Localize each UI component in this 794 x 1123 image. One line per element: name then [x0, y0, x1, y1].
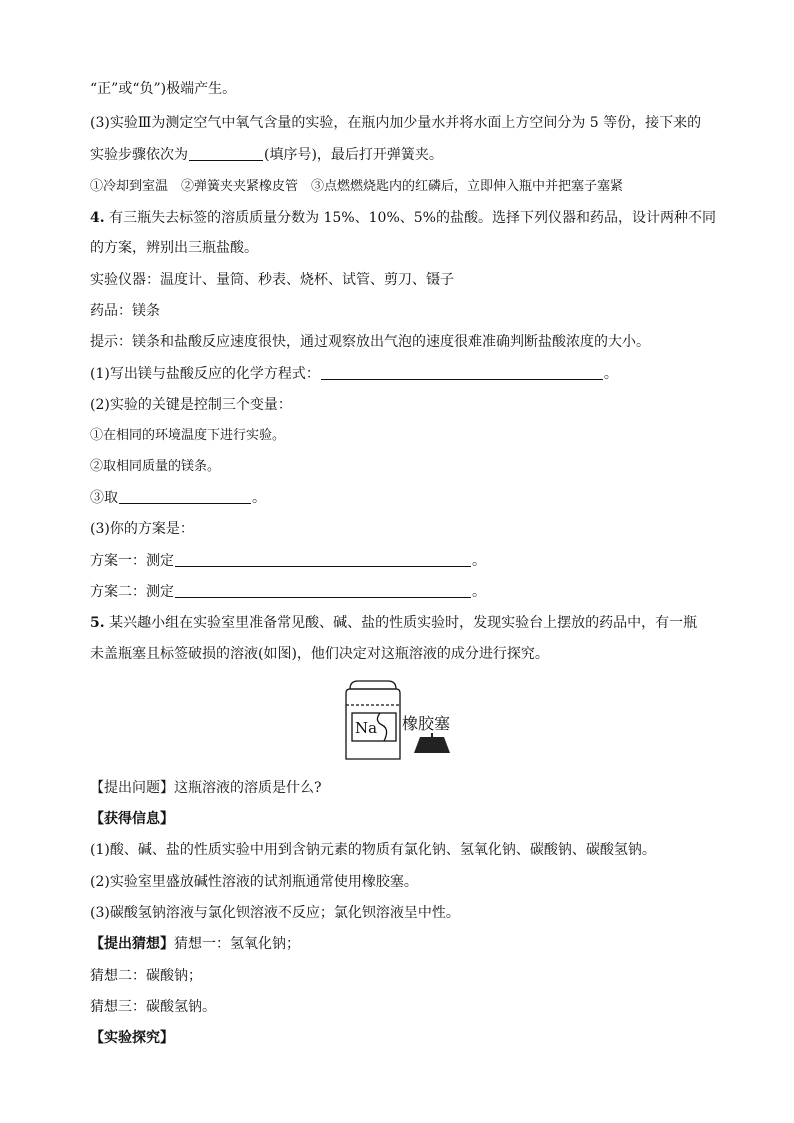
text-line: 实验仪器：温度计、量筒、秒表、烧杯、试管、剪刀、镊子	[90, 272, 454, 288]
text-line: (1)写出镁与盐酸反应的化学方程式： 。	[90, 366, 618, 382]
text-line: 【实验探究】	[90, 1030, 174, 1046]
rubber-stopper-icon	[414, 733, 450, 753]
text-line: ①冷却到室温 ②弹簧夹夹紧橡皮管 ③点燃燃烧匙内的红磷后，立即伸入瓶中并把塞子塞紧	[90, 179, 624, 194]
text-line: 未盖瓶塞且标签破损的溶液(如图)，他们决定对这瓶溶液的成分进行探究。	[90, 646, 549, 662]
text-line: 提示：镁条和盐酸反应速度很快，通过观察放出气泡的速度很难准确判断盐酸浓度的大小。	[90, 334, 650, 350]
text-line: 方案一：测定 。	[90, 553, 486, 569]
text-line: 猜想三：碳酸氢钠。	[90, 999, 216, 1015]
answer-blank[interactable]	[321, 365, 603, 380]
text-line: (2)实验室里盛放碱性溶液的试剂瓶通常使用橡胶塞。	[90, 874, 418, 890]
text-line: (3)实验Ⅲ为测定空气中氧气含量的实验，在瓶内加少量水并将水面上方空间分为 5 等份，接下来的	[90, 115, 702, 131]
text-line: ①在相同的环境温度下进行实验。	[90, 428, 286, 443]
text-line: 【提出问题】这瓶溶液的溶质是什么?	[90, 780, 322, 796]
text-line: 【提出猜想】猜想一：氢氧化钠；	[90, 936, 300, 952]
text-line: “正”或“负”)极端产生。	[90, 81, 237, 97]
question-number: 5.	[90, 615, 105, 631]
text-line: (3)你的方案是：	[90, 521, 194, 537]
reagent-bottle-figure	[340, 675, 460, 763]
text-line: 猜想二：碳酸钠；	[90, 968, 202, 984]
label-stopper: 橡胶塞	[402, 714, 451, 733]
answer-blank[interactable]	[175, 552, 471, 567]
text-line: ③取 。	[90, 490, 266, 506]
text-line: (1)酸、碱、盐的性质实验中用到含钠元素的物质有氯化钠、氢氧化钠、碳酸钠、碳酸氢钠。	[90, 842, 656, 858]
answer-blank[interactable]	[175, 583, 471, 598]
text-line: 的方案，辨别出三瓶盐酸。	[90, 240, 258, 256]
question-5: 5. 某兴趣小组在实验室里准备常见酸、碱、盐的性质实验时，发现实验台上摆放的药品中，有一瓶	[90, 615, 698, 631]
text-line: (2)实验的关键是控制三个变量：	[90, 397, 292, 413]
text-line: 实验步骤依次为 (填序号)，最后打开弹簧夹。	[90, 147, 443, 163]
text-line: (3)碳酸氢钠溶液与氯化钡溶液不反应；氯化钡溶液呈中性。	[90, 905, 460, 921]
answer-blank[interactable]	[119, 489, 251, 504]
text-line: 方案二：测定 。	[90, 584, 486, 600]
label-na: Na	[355, 719, 378, 737]
question-number: 4.	[90, 210, 105, 226]
text-line: 药品：镁条	[90, 303, 160, 319]
text-line: ②取相同质量的镁条。	[90, 459, 221, 474]
question-4: 4. 有三瓶失去标签的溶质质量分数为 15%、10%、5%的盐酸。选择下列仪器和药品，设计两种不同	[90, 210, 716, 226]
answer-blank[interactable]	[189, 146, 263, 161]
text-line: 【获得信息】	[90, 811, 174, 827]
